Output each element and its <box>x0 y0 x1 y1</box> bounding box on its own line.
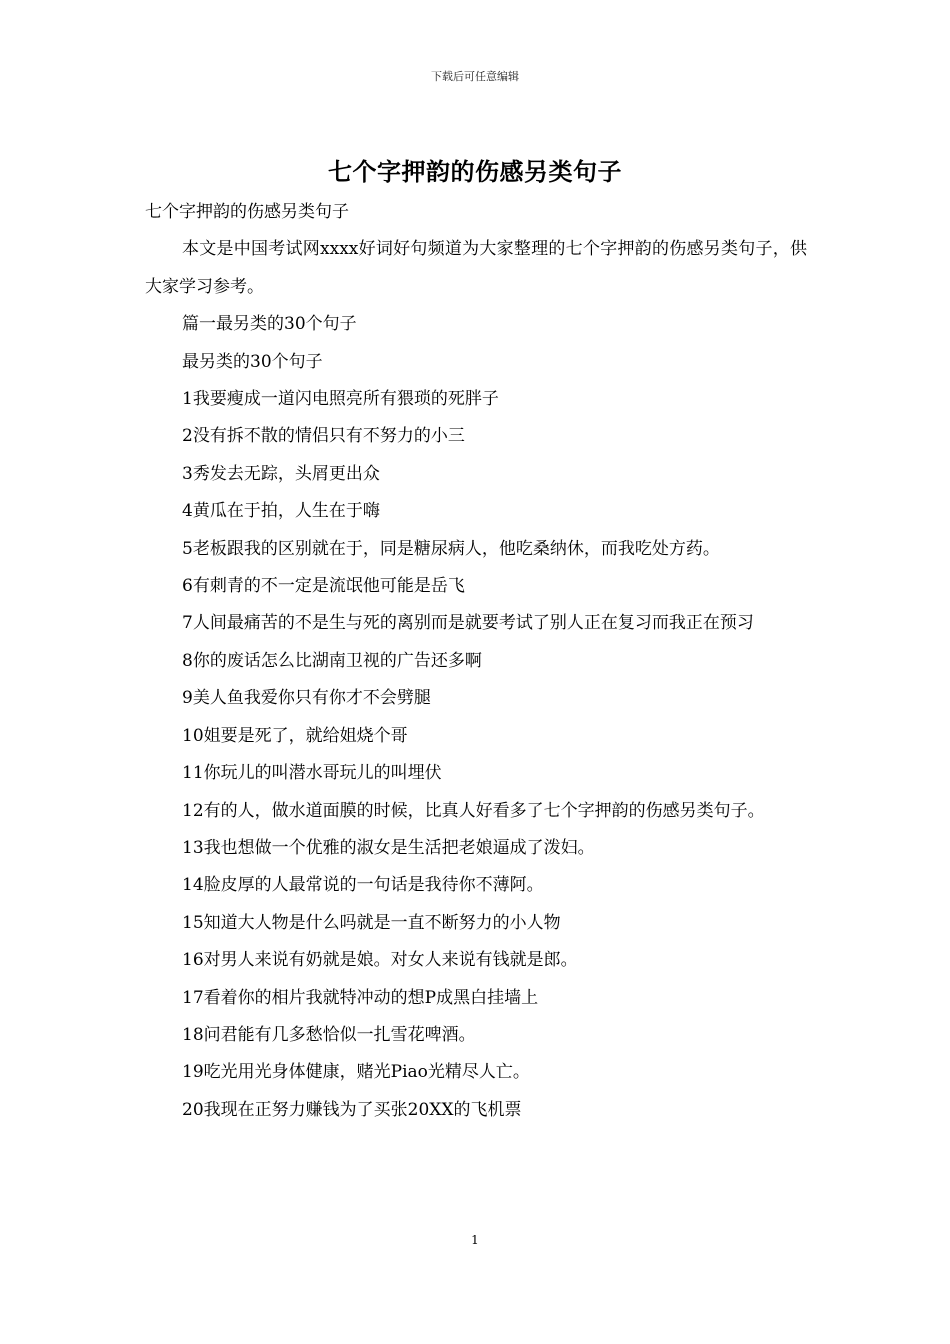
paragraph: 本文是中国考试网xxxx好词好句频道为大家整理的七个字押韵的伤感另类句子，供大家学习参考。 <box>145 239 807 297</box>
paragraph: 14脸皮厚的人最常说的一句话是我待你不薄阿。 <box>182 875 544 896</box>
paragraph: 3秀发去无踪，头屑更出众 <box>182 463 380 484</box>
paragraph: 13我也想做一个优雅的淑女是生活把老娘逼成了泼妇。 <box>182 837 595 858</box>
paragraph: 7人间最痛苦的不是生与死的离别而是就要考试了别人正在复习而我正在预习 <box>182 613 754 634</box>
document-title: 七个字押韵的伤感另类句子 <box>328 157 622 186</box>
paragraph: 16对男人来说有奶就是娘。对女人来说有钱就是郎。 <box>182 950 578 971</box>
paragraph: 17看着你的相片我就特冲动的想P成黑白挂墙上 <box>182 987 539 1008</box>
paragraph: 8你的废话怎么比湖南卫视的广告还多啊 <box>182 650 482 671</box>
paragraph: 6有刺青的不一定是流氓他可能是岳飞 <box>182 576 465 597</box>
paragraph: 20我现在正努力赚钱为了买张20XX的飞机票 <box>182 1099 522 1120</box>
paragraph: 19吃光用光身体健康，赌光Piao光精尽人亡。 <box>182 1062 530 1083</box>
paragraph: 10姐要是死了，就给姐烧个哥 <box>182 725 408 746</box>
paragraph: 5老板跟我的区别就在于，同是糖尿病人，他吃桑纳休，而我吃处方药。 <box>182 538 720 559</box>
paragraph: 11你玩儿的叫潜水哥玩儿的叫埋伏 <box>182 763 442 784</box>
paragraph: 七个字押韵的伤感另类句子 <box>145 202 349 222</box>
paragraph: 2没有拆不散的情侣只有不努力的小三 <box>182 426 465 447</box>
paragraph: 9美人鱼我爱你只有你才不会劈腿 <box>182 688 431 709</box>
paragraph: 篇一最另类的30个句子 <box>182 314 357 335</box>
paragraph: 4黄瓜在于拍，人生在于嗨 <box>182 501 380 522</box>
page-number: 1 <box>471 1233 479 1247</box>
paragraph: 最另类的30个句子 <box>182 351 323 372</box>
page-header-note: 下载后可任意编辑 <box>431 70 519 83</box>
document-body <box>145 194 807 1129</box>
paragraph: 1我要瘦成一道闪电照亮所有猥琐的死胖子 <box>182 389 499 410</box>
paragraph: 15知道大人物是什么吗就是一直不断努力的小人物 <box>182 912 561 933</box>
paragraph: 12有的人，做水道面膜的时候，比真人好看多了七个字押韵的伤感另类句子。 <box>182 800 765 821</box>
paragraph: 18问君能有几多愁恰似一扎雪花啤酒。 <box>182 1024 476 1045</box>
